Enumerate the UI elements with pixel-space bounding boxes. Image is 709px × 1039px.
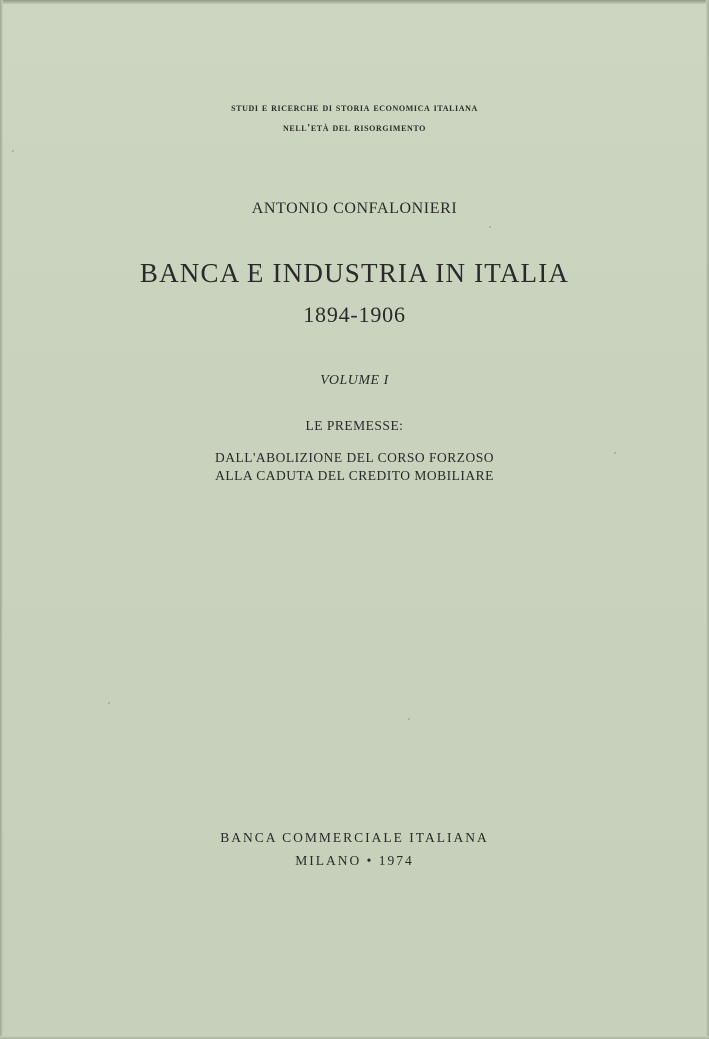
- publication-place-year: MILANO • 1974: [295, 853, 414, 868]
- subtitle-line-2: DALL'ABOLIZIONE DEL CORSO FORZOSO: [214, 450, 495, 465]
- series-title-line-1: studi e ricerche di storia economica italiana: [231, 102, 478, 114]
- subtitle-line-3: ALLA CADUTA DEL CREDITO MOBILIARE: [215, 468, 494, 483]
- paper-speck: [408, 718, 410, 720]
- paper-speck: [12, 150, 14, 152]
- paper-speck: [614, 452, 616, 454]
- cover-left-edge: [0, 0, 3, 1039]
- cover-top-edge: [0, 0, 709, 4]
- paper-speck: [108, 702, 110, 704]
- series-title-line-2: nell'età del risorgimento: [283, 122, 426, 134]
- paper-speck: [489, 226, 491, 228]
- book-title: BANCA E INDUSTRIA IN ITALIA: [139, 258, 570, 288]
- publisher-name: BANCA COMMERCIALE ITALIANA: [220, 830, 489, 845]
- subtitle-line-1: LE PREMESSE:: [305, 418, 404, 433]
- volume-number: VOLUME I: [320, 373, 389, 388]
- book-years: 1894-1906: [303, 302, 406, 327]
- author-name: ANTONIO CONFALONIERI: [251, 200, 458, 217]
